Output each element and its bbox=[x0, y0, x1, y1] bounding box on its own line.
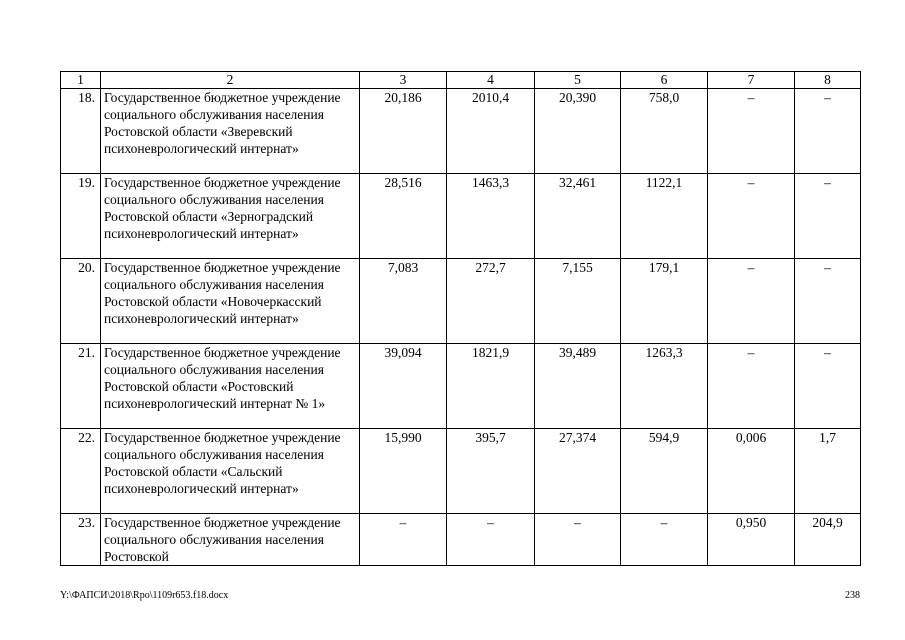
page-number: 238 bbox=[845, 590, 860, 601]
cell-col3: 15,990 bbox=[360, 429, 447, 514]
column-header: 5 bbox=[535, 72, 621, 89]
cell-col5: – bbox=[535, 514, 621, 566]
institution-name: Государственное бюджетное учреждение социального обслуживания населения Ростовской bbox=[101, 514, 360, 566]
column-header: 2 bbox=[101, 72, 360, 89]
table-row bbox=[61, 174, 861, 259]
cell-col6: 594,9 bbox=[621, 429, 708, 514]
row-number: 18. bbox=[61, 89, 101, 174]
cell-col4: 1463,3 bbox=[447, 174, 535, 259]
cell-col5: 7,155 bbox=[535, 259, 621, 344]
cell-col8: – bbox=[795, 259, 861, 344]
column-header: 1 bbox=[61, 72, 101, 89]
cell-col6: – bbox=[621, 514, 708, 566]
row-number: 21. bbox=[61, 344, 101, 429]
table-row bbox=[61, 514, 861, 566]
column-header: 3 bbox=[360, 72, 447, 89]
row-number: 23. bbox=[61, 514, 101, 566]
cell-col4: – bbox=[447, 514, 535, 566]
column-header: 4 bbox=[447, 72, 535, 89]
row-number: 20. bbox=[61, 259, 101, 344]
institution-name: Государственное бюджетное учреждение социального обслуживания населения Ростовской области «Сальский психоневрологический интернат» bbox=[101, 429, 360, 514]
cell-col5: 20,390 bbox=[535, 89, 621, 174]
table-row bbox=[61, 259, 861, 344]
table-row bbox=[61, 344, 861, 429]
cell-col3: 20,186 bbox=[360, 89, 447, 174]
cell-col4: 395,7 bbox=[447, 429, 535, 514]
column-header: 7 bbox=[708, 72, 795, 89]
column-header: 8 bbox=[795, 72, 861, 89]
cell-col7: – bbox=[708, 174, 795, 259]
cell-col5: 32,461 bbox=[535, 174, 621, 259]
cell-col4: 272,7 bbox=[447, 259, 535, 344]
cell-col6: 1263,3 bbox=[621, 344, 708, 429]
table-header-row bbox=[61, 72, 861, 89]
cell-col8: 204,9 bbox=[795, 514, 861, 566]
cell-col7: – bbox=[708, 259, 795, 344]
institution-name: Государственное бюджетное учреждение социального обслуживания населения Ростовской области «Новочеркасский психоневрологический интернат» bbox=[101, 259, 360, 344]
cell-col5: 39,489 bbox=[535, 344, 621, 429]
table-row bbox=[61, 89, 861, 174]
column-header: 6 bbox=[621, 72, 708, 89]
cell-col6: 179,1 bbox=[621, 259, 708, 344]
institution-name: Государственное бюджетное учреждение социального обслуживания населения Ростовской области «Зерноградский психоневрологический интернат» bbox=[101, 174, 360, 259]
cell-col4: 2010,4 bbox=[447, 89, 535, 174]
cell-col6: 758,0 bbox=[621, 89, 708, 174]
cell-col3: 28,516 bbox=[360, 174, 447, 259]
cell-col7: 0,950 bbox=[708, 514, 795, 566]
cell-col7: 0,006 bbox=[708, 429, 795, 514]
cell-col8: – bbox=[795, 344, 861, 429]
cell-col7: – bbox=[708, 344, 795, 429]
cell-col3: 7,083 bbox=[360, 259, 447, 344]
cell-col3: 39,094 bbox=[360, 344, 447, 429]
institution-name: Государственное бюджетное учреждение социального обслуживания населения Ростовской области «Зверевский психоневрологический интернат» bbox=[101, 89, 360, 174]
footer-file-path: Y:\ФАПСИ\2018\Rpo\1109r653.f18.docx bbox=[60, 590, 229, 601]
cell-col6: 1122,1 bbox=[621, 174, 708, 259]
data-table bbox=[60, 71, 861, 566]
row-number: 19. bbox=[61, 174, 101, 259]
cell-col8: – bbox=[795, 89, 861, 174]
cell-col5: 27,374 bbox=[535, 429, 621, 514]
cell-col4: 1821,9 bbox=[447, 344, 535, 429]
cell-col8: – bbox=[795, 174, 861, 259]
row-number: 22. bbox=[61, 429, 101, 514]
table-row bbox=[61, 429, 861, 514]
cell-col7: – bbox=[708, 89, 795, 174]
cell-col3: – bbox=[360, 514, 447, 566]
institution-name: Государственное бюджетное учреждение социального обслуживания населения Ростовской области «Ростовский психоневрологический интернат № 1» bbox=[101, 344, 360, 429]
cell-col8: 1,7 bbox=[795, 429, 861, 514]
